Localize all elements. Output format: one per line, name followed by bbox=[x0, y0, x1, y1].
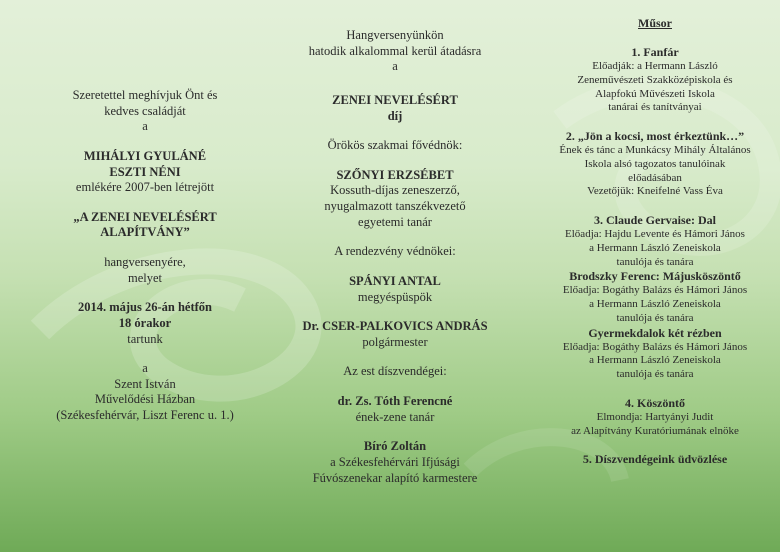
patron-label: Örökös szakmai fővédnök: bbox=[327, 138, 463, 153]
date-suffix: tartunk bbox=[127, 331, 163, 346]
sponsor-2-name: Dr. CSER-PALKOVICS ANDRÁS bbox=[302, 319, 488, 334]
patron-desc-2: nyugalmazott tanszékvezető bbox=[324, 199, 466, 213]
patron-desc-3: egyetemi tanár bbox=[358, 214, 432, 229]
venue-name-2: Művelődési Házban bbox=[94, 392, 196, 407]
program-item-3b-line: Előadja: Bogáthy Balázs és Hámori János bbox=[562, 284, 748, 297]
program-item-4-title: 4. Köszöntő bbox=[625, 395, 685, 410]
program-item-2-line: Ének és tánc a Munkácsy Mihály Általános bbox=[559, 144, 751, 156]
program-item-3c-title: Gyermekdalok két rézben bbox=[588, 325, 722, 340]
foundation-name-1: „A ZENEI NEVELÉSÉRT bbox=[73, 209, 217, 224]
guest-2-role-2: Fúvószenekar alapító karmestere bbox=[312, 470, 478, 485]
guests-label: Az est díszvendégei: bbox=[343, 364, 447, 379]
program-item-3c-line: tanulója és tanára bbox=[616, 368, 694, 380]
guest-2-name: Bíró Zoltán bbox=[363, 439, 427, 454]
guest-1-role: ének-zene tanár bbox=[355, 409, 435, 424]
sponsor-1-name: SPÁNYI ANTAL bbox=[349, 273, 441, 288]
event-date: 2014. május 26-án hétfőn bbox=[77, 300, 213, 315]
intro-line-2: hatodik alkalommal kerül átadásra bbox=[308, 43, 482, 58]
program-item-3-title: 3. Claude Gervaise: Dal bbox=[594, 213, 716, 227]
invite-line-1: Szeretettel meghívjuk Önt és bbox=[72, 88, 218, 102]
patron-name: SZŐNYI ERZSÉBET bbox=[336, 167, 454, 182]
award-name: ZENEI NEVELÉSÉRT bbox=[332, 92, 458, 107]
program-item-1-line: Előadják: a Hermann László bbox=[592, 60, 718, 72]
program-title: Műsor bbox=[638, 16, 672, 30]
sponsor-1-role: megyéspüspök bbox=[357, 289, 433, 304]
program-item-3b-line: a Hermann László Zeneiskola bbox=[589, 298, 721, 310]
honoree-name-1: MIHÁLYI GYULÁNÉ bbox=[83, 148, 207, 163]
patron-desc-1: Kossuth-díjas zeneszerző, bbox=[330, 183, 460, 198]
program-item-4-line: az Alapítvány Kuratóriumának elnöke bbox=[571, 424, 739, 437]
concert-line-1: hangversenyére, bbox=[104, 255, 186, 269]
event-time: 18 órakor bbox=[118, 315, 172, 330]
concert-line-2: melyet bbox=[127, 270, 162, 285]
program-item-1-line: Zeneművészeti Szakközépiskola és bbox=[577, 73, 733, 86]
invitation-column bbox=[20, 88, 270, 424]
program-item-1-title: 1. Fanfár bbox=[631, 45, 679, 59]
program-item-3b-title: Brodszky Ferenc: Májusköszöntő bbox=[569, 269, 741, 284]
memory-line: emlékére 2007-ben létrejött bbox=[75, 180, 215, 195]
program-item-2-line: előadásában bbox=[628, 171, 682, 184]
intro-line-1: Hangversenyünkön bbox=[346, 28, 444, 42]
program-item-3-line: tanulója és tanára bbox=[616, 255, 694, 268]
program-item-2-title: 2. „Jön a kocsi, most érkeztünk…” bbox=[565, 129, 745, 143]
place-line-1: a bbox=[142, 361, 148, 376]
guest-2-role-1: a Székesfehérvári Ifjúsági bbox=[330, 454, 460, 469]
program-item-1-line: Alapfokú Művészeti Iskola bbox=[595, 87, 715, 100]
program-item-4-line: Elmondja: Hartyányi Judit bbox=[596, 410, 714, 423]
program-column bbox=[535, 16, 775, 467]
intro-line-3: a bbox=[392, 59, 398, 74]
program-item-2-line: Vezetőjük: Kneifelné Vass Éva bbox=[587, 185, 723, 198]
venue-name-1: Szent István bbox=[114, 376, 176, 391]
program-item-3-line: a Hermann László Zeneiskola bbox=[589, 241, 721, 254]
program-item-1-line: tanárai és tanítványai bbox=[608, 101, 702, 114]
award-suffix: díj bbox=[387, 108, 403, 123]
sponsor-2-role: polgármester bbox=[362, 334, 428, 349]
program-item-3c-line: Előadja: Bogáthy Balázs és Hámori János bbox=[562, 340, 748, 353]
program-item-3-line: Előadja: Hajdu Levente és Hámori János bbox=[565, 228, 745, 240]
invite-line-3: a bbox=[142, 119, 148, 134]
venue-address: (Székesfehérvár, Liszt Ferenc u. 1.) bbox=[56, 408, 234, 422]
invite-line-2: kedves családját bbox=[104, 103, 186, 118]
program-item-2-line: Iskola alsó tagozatos tanulóinak bbox=[584, 157, 726, 170]
program-item-3c-line: a Hermann László Zeneiskola bbox=[589, 354, 721, 367]
sponsors-label: A rendezvény védnökei: bbox=[334, 244, 456, 259]
guest-1-name: dr. Zs. Tóth Ferencné bbox=[337, 394, 453, 408]
foundation-name-2: ALAPÍTVÁNY” bbox=[100, 225, 190, 240]
program-item-3b-line: tanulója és tanára bbox=[616, 311, 694, 324]
program-item-5-title: 5. Díszvendégeink üdvözlése bbox=[582, 452, 728, 467]
honoree-name-2: ESZTI NÉNI bbox=[109, 164, 181, 179]
award-column bbox=[270, 28, 520, 486]
